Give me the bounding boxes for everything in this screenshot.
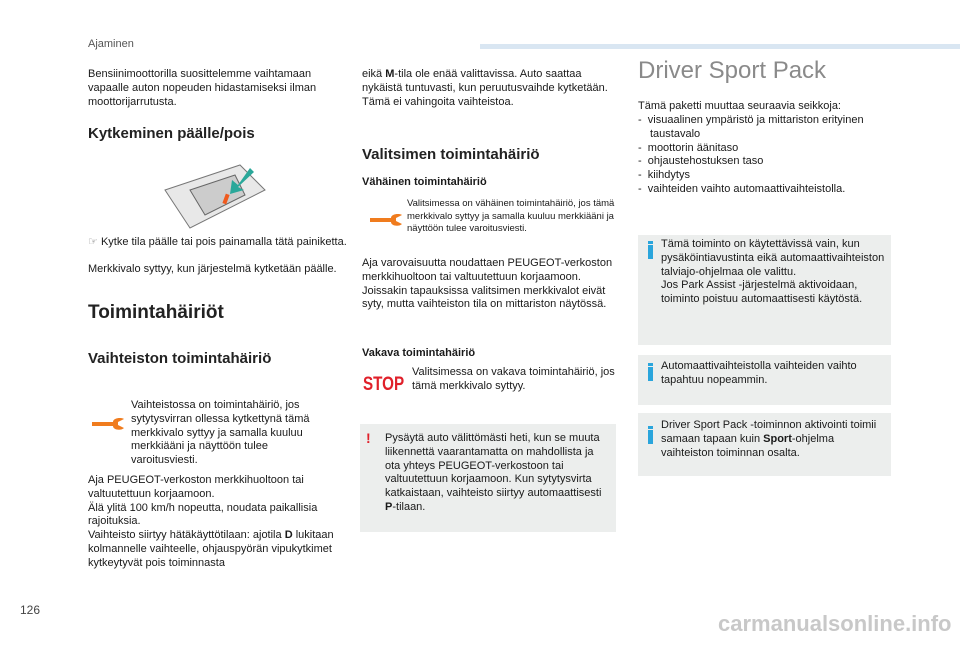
instruction <box>88 236 353 250</box>
info-icon <box>648 430 653 444</box>
header-bar <box>480 44 960 49</box>
heading-minor-fault: Vähäinen toimintahäiriö <box>362 176 487 188</box>
heading-selector-fault: Valitsimen toimintahäiriö <box>362 146 540 163</box>
heading-faults: Toimintahäiriöt <box>88 302 224 323</box>
info-text: Driver Sport Pack -toiminnon aktivointi toimii samaan tapaan kuin Sport-ohjelma vaihteiston toiminnan osalta. <box>661 419 877 459</box>
instruction-text: Kytke tila päälle tai pois painamalla tätä painiketta. <box>100 236 347 248</box>
gearbox-warning-text: Vaihteistossa on toimintahäiriö, jos sytytysvirran ollessa kytkettynä tämä merkkivalo syttyy ja samalla kuuluu merkkiääni ja näyttöön tulee varoitusviesti. <box>131 399 310 467</box>
info-text: Automaattivaihteistolla vaihteiden vaihto tapahtuu nopeammin. <box>661 360 857 386</box>
gearbox-text: Aja PEUGEOT-verkoston merkkihuoltoon tai valtuutettuun korjaamoon. Älä ylitä 100 km/h nopeutta, noudata paikallisia rajoituksia. Vaihteisto siirtyy hätäkäyttötilaan: ajotila D lukitaan kolmannelle vaihteelle, ohjauspyörän vipukytkimet kytkeytyvät pois toiminnasta <box>88 474 334 569</box>
changes-list <box>638 114 888 197</box>
info-box <box>638 355 891 405</box>
watermark: carmanualsonline.info <box>718 611 952 636</box>
info-icon <box>648 367 653 381</box>
col3-intro: Tämä paketti muuttaa seuraavia seikkoja: <box>638 100 841 112</box>
minor-warning-text: Valitsimessa on vähäinen toimintahäiriö, jos tämä merkkivalo syttyy ja samalla kuuluu merkkiääni ja näyttöön tulee varoitusviesti. <box>407 198 615 234</box>
continued-text: eikä M-tila ole enää valittavissa. Auto saattaa nykäistä tuntuvasti, kun peruutusvaihde kytketään. Tämä ei vahingoita vaihteistoa. <box>362 68 608 108</box>
info-icon <box>648 245 653 259</box>
pointer-icon: ☞ <box>88 236 98 248</box>
info-text: Tämä toiminto on käytettävissä vain, kun pysäköintiavustinta eikä automaattivaihteiston talviajo-ohjelmaa ole valittu. Jos Park Assist -järjestelmä aktivoidaan, toiminto poistuu automaattisesti käytöstä. <box>661 238 885 306</box>
section-header: Ajaminen <box>88 38 134 50</box>
list-item: - kiihdytys <box>638 169 690 182</box>
stop-warning-icon: STOP <box>363 374 405 395</box>
heading-gearbox-fault: Vaihteiston toimintahäiriö <box>88 350 272 367</box>
major-warning-text: Valitsimessa on vakava toimintahäiriö, jos tämä merkkivalo syttyy. <box>412 366 615 392</box>
wrench-warning-icon <box>369 213 403 227</box>
alert-box <box>360 424 616 532</box>
list-item: - ohjaustehostuksen taso <box>638 155 764 168</box>
list-item: - vaihteiden vaihto automaattivaihteistolla. <box>638 182 846 195</box>
page-title: Driver Sport Pack <box>638 57 827 84</box>
heading-major-fault: Vakava toimintahäiriö <box>362 347 476 359</box>
info-box <box>638 413 891 476</box>
wrench-warning-icon <box>91 417 125 431</box>
exclamation-icon: ! <box>366 430 371 446</box>
minor-text: Aja varovaisuutta noudattaen PEUGEOT-verkoston merkkihuoltoon tai valtuutettuun korjaamoon. Joissakin tapauksissa valitsimen merkkivalot eivät syty, mutta vaihteiston tila on mittariston näytössä. <box>362 257 613 311</box>
intro-text: Bensiinimoottorilla suosittelemme vaihtamaan vapaalle auton nopeuden hidastamiseksi ilman moottorijarrutusta. <box>88 68 317 108</box>
sport-button-illustration <box>160 160 270 230</box>
info-box <box>638 235 891 345</box>
list-item: - moottorin äänitaso <box>638 141 739 154</box>
alert-text: Pysäytä auto välittömästi heti, kun se muuta liikennettä vaarantamatta on mahdollista ja ota yhteys PEUGEOT-verkostoon tai valtuutettuun korjaamoon. Kun sytytysvirta katkaistaan, vaihteisto siirtyy automaattisesti P-tilaan. <box>385 432 602 513</box>
heading-on-off: Kytkeminen päälle/pois <box>88 125 255 142</box>
page-number: 126 <box>20 603 41 617</box>
instruction-after: Merkkivalo syttyy, kun järjestelmä kytketään päälle. <box>88 263 337 275</box>
list-item: - visuaalinen ympäristö ja mittariston erityinen taustavalo <box>638 114 864 140</box>
